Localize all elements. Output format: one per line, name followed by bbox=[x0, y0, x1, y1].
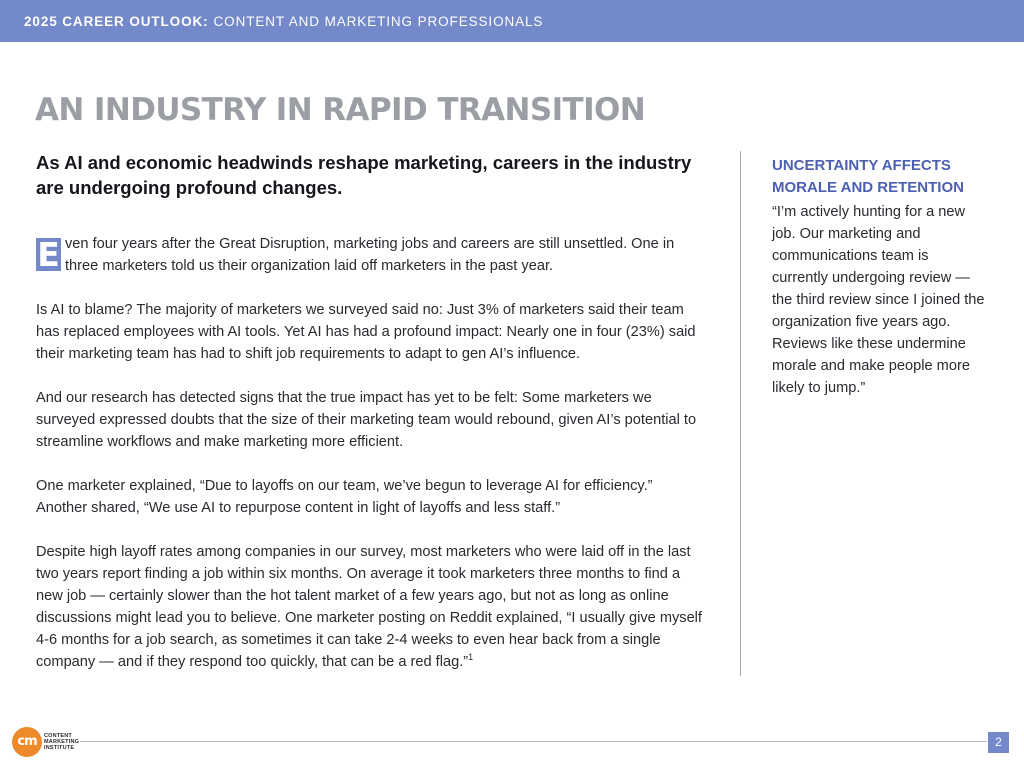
logo-line-1: CONTENT bbox=[44, 733, 72, 739]
page-number: 2 bbox=[988, 732, 1009, 753]
paragraph-2: Is AI to blame? The majority of marketers we surveyed said no: Just 3% of marketers said their team has replaced employees with AI tools. Yet AI has had a profound impact: Nearly one in four (23%) said their marketing team has had to shift job requirements to adapt to gen AI’s influence. bbox=[36, 302, 696, 362]
paragraph-5 bbox=[36, 541, 706, 673]
cmi-logo bbox=[12, 727, 79, 757]
paragraph-4: One marketer explained, “Due to layoffs on our team, we’ve begun to leverage AI for efficiency.” Another shared, “We use AI to repurpose content in light of layoffs and less staff.” bbox=[36, 478, 653, 516]
footnote-marker: 1 bbox=[468, 652, 474, 663]
drop-cap: E bbox=[37, 238, 60, 271]
cmi-logo-icon: cm bbox=[12, 727, 42, 757]
paragraph-3: And our research has detected signs that the true impact has yet to be felt: Some marketers we surveyed expressed doubts that the size of their marketing team would rebound, given AI’s potential to streamline workflows and make marketing more efficient. bbox=[36, 390, 697, 450]
page-title: AN INDUSTRY IN RAPID TRANSITION bbox=[35, 92, 646, 128]
header-light-text: CONTENT AND MARKETING PROFESSIONALS bbox=[213, 13, 544, 29]
paragraph-5-text: Despite high layoff rates among companies in our survey, most marketers who were laid off in the last two years report finding a job within six months. On average it took marketers three months to find a new job — certainly slower than the hot talent market of a few years ago, but not as long as online discussions might lead you to believe. One marketer posting on Reddit explained, “I usually give myself 4-6 months for a job search, as sometimes it can take 2-4 weeks to even hear back from a single company — and if they respond too quickly, that can be a red flag.” bbox=[36, 544, 702, 670]
footer-rule bbox=[80, 741, 987, 742]
header-strong-text: 2025 CAREER OUTLOOK: bbox=[24, 13, 209, 29]
deck-subtitle: As AI and economic headwinds reshape marketing, careers in the industry are undergoing profound changes. bbox=[36, 152, 692, 198]
paragraph-1 bbox=[36, 233, 706, 277]
sidebar-heading: UNCERTAINTY AFFECTS MORALE AND RETENTION bbox=[772, 157, 964, 196]
article-body bbox=[36, 233, 706, 695]
paragraph-1-text: ven four years after the Great Disruption, marketing jobs and careers are still unsettled. One in three marketers told us their organization laid off marketers in the past year. bbox=[65, 236, 675, 274]
logo-line-2: MARKETING bbox=[44, 739, 80, 745]
cmi-logo-wordmark bbox=[44, 733, 79, 751]
column-divider bbox=[740, 151, 741, 676]
sidebar-quote: “I’m actively hunting for a new job. Our marketing and communications team is currently undergoing review — the third review since I joined the organization five years ago. Reviews like these undermine morale and make people more likely to jump.” bbox=[772, 204, 985, 396]
logo-line-3: INSTITUTE bbox=[44, 745, 75, 751]
header-bar bbox=[0, 0, 1024, 42]
